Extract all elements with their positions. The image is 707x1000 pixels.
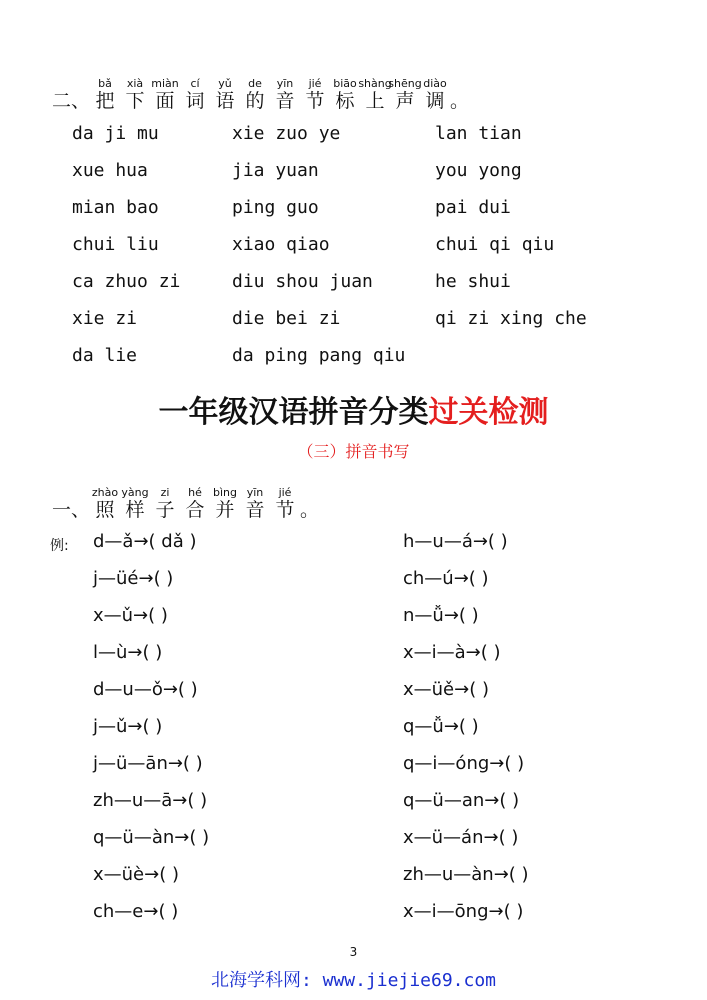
spelling-exercise: q—ü—an→( ) <box>403 790 520 811</box>
spelling-exercise: d—u—ǒ→( ) <box>93 679 198 700</box>
spelling-exercise: l—ù→( ) <box>93 642 163 663</box>
pinyin-annotation: jié <box>308 77 322 90</box>
example-label: 例: <box>50 538 69 554</box>
ruby-char <box>210 78 240 112</box>
pinyin-word: pai dui <box>435 197 511 218</box>
spelling-exercise: zh—u—àn→( ) <box>403 864 529 885</box>
hanzi-char: 音 <box>245 499 265 521</box>
spelling-exercise: j—üé→( ) <box>93 568 174 589</box>
pinyin-word: lan tian <box>435 123 522 144</box>
hanzi-char: 词 <box>185 90 205 112</box>
pinyin-annotation: bìng <box>213 486 238 499</box>
pinyin-annotation: shàng <box>358 77 392 90</box>
hanzi-char: 样 <box>125 499 145 521</box>
pinyin-annotation: yīn <box>246 486 264 499</box>
ruby-char <box>240 487 270 521</box>
hanzi-char: 并 <box>215 499 235 521</box>
heading-period: 。 <box>450 90 470 112</box>
hanzi-char: 音 <box>275 90 295 112</box>
hanzi-char: 节 <box>275 499 295 521</box>
pinyin-annotation: shēng <box>388 77 422 90</box>
spelling-exercise: q—ü—àn→( ) <box>93 827 210 848</box>
hanzi-char: 标 <box>335 90 355 112</box>
pinyin-annotation: zi <box>160 486 170 499</box>
spelling-exercise: h—u—á→( ) <box>403 531 508 552</box>
pinyin-word: da ji mu <box>72 123 159 144</box>
spelling-exercise: zh—u—ā→( ) <box>93 790 208 811</box>
pinyin-word: he shui <box>435 271 511 292</box>
pinyin-annotation: yàng <box>121 486 149 499</box>
hanzi-char: 把 <box>95 90 115 112</box>
hanzi-char: 声 <box>395 90 415 112</box>
pinyin-word: xue hua <box>72 160 148 181</box>
ruby-char <box>270 78 300 112</box>
ruby-char <box>390 78 420 112</box>
spelling-exercise: x—ü—án→( ) <box>403 827 519 848</box>
pinyin-annotation: jié <box>278 486 292 499</box>
hanzi-char: 照 <box>95 499 115 521</box>
hanzi-char: 的 <box>245 90 265 112</box>
spelling-exercise: x—i—à→( ) <box>403 642 501 663</box>
ruby-char <box>150 78 180 112</box>
pinyin-annotation: cí <box>190 77 200 90</box>
hanzi-char: 面 <box>155 90 175 112</box>
pinyin-annotation: biāo <box>333 77 357 90</box>
hanzi-char: 节 <box>305 90 325 112</box>
pinyin-word: qi zi xing che <box>435 308 587 329</box>
section-1-number: 一、 <box>52 499 91 521</box>
ruby-char <box>240 78 270 112</box>
spelling-exercise: ch—ú→( ) <box>403 568 489 589</box>
spelling-exercise: j—ǔ→( ) <box>93 716 163 737</box>
pinyin-word: chui liu <box>72 234 159 255</box>
pinyin-word: mian bao <box>72 197 159 218</box>
hanzi-char: 语 <box>215 90 235 112</box>
pinyin-annotation: zhào <box>91 486 119 499</box>
pinyin-annotation: diào <box>423 77 447 90</box>
hanzi-char: 子 <box>155 499 175 521</box>
ruby-char <box>120 487 150 521</box>
title-black: 一年级汉语拼音分类 <box>158 395 429 430</box>
section-2-heading <box>52 78 469 112</box>
pinyin-word: da lie <box>72 345 138 366</box>
ruby-char <box>360 78 390 112</box>
pinyin-annotation: bǎ <box>98 77 112 90</box>
title-red: 过关检测 <box>428 395 549 430</box>
pinyin-annotation: yīn <box>276 77 294 90</box>
hanzi-char: 合 <box>185 499 205 521</box>
page-title <box>0 387 707 431</box>
section-1-heading <box>52 487 319 521</box>
section-2-number: 二、 <box>52 90 91 112</box>
pinyin-word: you yong <box>435 160 522 181</box>
footer-website: 北海学科网: www.jiejie69.com <box>210 970 497 991</box>
spelling-exercise: n—ǚ→( ) <box>403 605 479 626</box>
ruby-char <box>90 487 120 521</box>
pinyin-word: jia yuan <box>232 160 319 181</box>
ruby-char <box>180 487 210 521</box>
hanzi-char: 下 <box>125 90 145 112</box>
spelling-exercise: x—üè→( ) <box>93 864 179 885</box>
pinyin-annotation: de <box>248 77 262 90</box>
pinyin-word: da ping pang qiu <box>232 345 406 366</box>
spelling-exercise: q—ǚ→( ) <box>403 716 479 737</box>
ruby-char <box>270 487 300 521</box>
ruby-char <box>150 487 180 521</box>
spelling-exercise: q—i—óng→( ) <box>403 753 525 774</box>
spelling-exercise: d—ǎ→( dǎ ) <box>93 531 197 552</box>
hanzi-char: 调 <box>425 90 445 112</box>
pinyin-annotation: xià <box>126 77 144 90</box>
ruby-char <box>90 78 120 112</box>
ruby-char <box>300 78 330 112</box>
pinyin-annotation: hé <box>188 486 202 499</box>
pinyin-word: xiao qiao <box>232 234 330 255</box>
ruby-char <box>330 78 360 112</box>
pinyin-annotation: yǔ <box>218 77 232 90</box>
hanzi-char: 上 <box>365 90 385 112</box>
pinyin-word: ca zhuo zi <box>72 271 181 292</box>
ruby-char <box>180 78 210 112</box>
pinyin-word: xie zi <box>72 308 138 329</box>
pinyin-word: chui qi qiu <box>435 234 555 255</box>
pinyin-word: ping guo <box>232 197 319 218</box>
spelling-exercise: x—i—ōng→( ) <box>403 901 524 922</box>
pinyin-annotation: miàn <box>151 77 179 90</box>
spelling-exercise: x—üě→( ) <box>403 679 489 700</box>
heading-period: 。 <box>300 499 320 521</box>
pinyin-word: xie zuo ye <box>232 123 341 144</box>
ruby-char <box>210 487 240 521</box>
pinyin-word: diu shou juan <box>232 271 373 292</box>
spelling-exercise: ch—e→( ) <box>93 901 179 922</box>
spelling-exercise: j—ü—ān→( ) <box>93 753 203 774</box>
spelling-exercise: x—ǔ→( ) <box>93 605 168 626</box>
ruby-char <box>120 78 150 112</box>
page-number: 3 <box>349 945 358 959</box>
pinyin-word: die bei zi <box>232 308 341 329</box>
ruby-char <box>420 78 450 112</box>
page-subtitle: （三）拼音书写 <box>297 442 410 461</box>
